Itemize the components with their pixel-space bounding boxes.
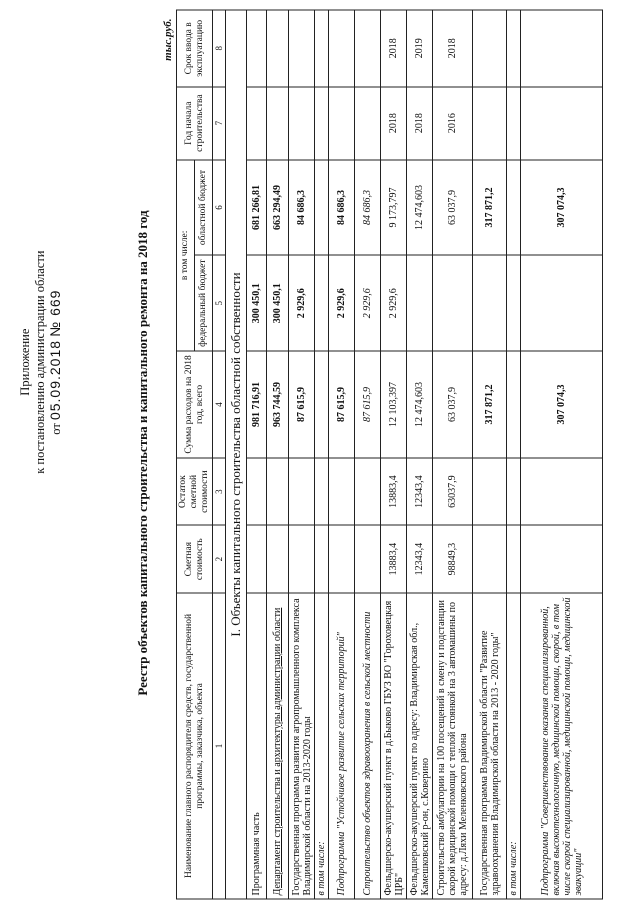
regional-cell: 84 686,3	[289, 159, 315, 255]
resolution-number: № 669	[47, 289, 63, 337]
header-total: Сумма расходов на 2018 год, всего	[177, 351, 213, 458]
regional-cell: 663 294,49	[267, 159, 289, 255]
start-year-cell	[521, 86, 603, 159]
total-cell: 87 615,9	[355, 351, 381, 458]
table-row	[247, 10, 267, 899]
regional-cell: 63 037,9	[433, 159, 473, 255]
regional-cell: 9 173,797	[381, 159, 407, 255]
federal-cell: 2 929,6	[355, 255, 381, 351]
regional-cell: 681 266,81	[247, 159, 267, 255]
table-row	[507, 10, 521, 899]
estimate-cell	[315, 525, 329, 593]
table-row	[267, 10, 289, 899]
start-year-cell: 2018	[381, 86, 407, 159]
date-prefix: от	[49, 422, 63, 435]
header-federal: федеральный бюджет	[195, 255, 213, 351]
section-row	[226, 10, 247, 899]
federal-cell	[407, 255, 433, 351]
total-cell: 317 871,2	[473, 351, 507, 458]
regional-cell	[507, 159, 521, 255]
units-label: тыс.руб.	[162, 18, 174, 61]
start-year-cell	[315, 86, 329, 159]
estimate-cell	[329, 525, 355, 593]
remainder-cell	[315, 457, 329, 525]
remainder-cell: 63037,9	[433, 457, 473, 525]
remainder-cell: 13883,4	[381, 457, 407, 525]
header-estimate: Сметная стоимость	[177, 525, 213, 593]
table-row	[355, 10, 381, 899]
object-name-cell: Фельдшерско-акушерский пункт в д.Быково ГБУЗ ВО "Гороховецкая ЦРБ"	[381, 592, 407, 898]
total-cell: 87 615,9	[289, 351, 315, 458]
commission-year-cell	[355, 10, 381, 87]
regional-cell: 12 474,603	[407, 159, 433, 255]
total-cell: 63 037,9	[433, 351, 473, 458]
column-index: 7	[213, 86, 226, 159]
commission-year-cell	[473, 10, 507, 87]
start-year-cell: 2018	[407, 86, 433, 159]
header-start-year: Год начала строительства	[177, 86, 213, 159]
total-cell: 963 744,59	[267, 351, 289, 458]
federal-cell	[473, 255, 507, 351]
federal-cell: 2 929,6	[381, 255, 407, 351]
remainder-cell: 12343,4	[407, 457, 433, 525]
object-name-cell: Государственная программа развития агропромышленного комплекса Владимирской области на 2013-2020 годы	[289, 592, 315, 898]
header-remainder: Остаток сметной стоимости	[177, 457, 213, 525]
regional-cell: 84 686,3	[355, 159, 381, 255]
estimate-cell	[521, 525, 603, 593]
start-year-cell	[473, 86, 507, 159]
start-year-cell	[355, 86, 381, 159]
object-name-cell: в том числе:	[507, 592, 521, 898]
start-year-cell	[329, 86, 355, 159]
start-year-cell	[267, 86, 289, 159]
table-row	[381, 10, 407, 899]
column-index: 1	[213, 592, 226, 898]
commission-year-cell	[315, 10, 329, 87]
resolution-date-line	[48, 250, 64, 473]
object-name-cell: Подпрограмма "Устойчивое развитие сельских территорий"	[329, 592, 355, 898]
object-name-cell: Подпрограмма "Совершенствование оказания специализированной, включая высокотехнологичную, медицинской помощи, скорой, в том числе скорой специализированной, медицинской помощи, медицинской эвакуации"	[521, 592, 603, 898]
object-name-cell: Программная часть	[247, 592, 267, 898]
column-index-row	[213, 10, 226, 899]
federal-cell	[521, 255, 603, 351]
remainder-cell	[507, 457, 521, 525]
section-title: I. Объекты капитального строительства областной собственности	[226, 10, 247, 899]
remainder-cell	[247, 457, 267, 525]
total-cell	[507, 351, 521, 458]
regional-cell: 84 686,3	[329, 159, 355, 255]
start-year-cell	[289, 86, 315, 159]
commission-year-cell	[521, 10, 603, 87]
table-row	[473, 10, 507, 899]
estimate-cell	[355, 525, 381, 593]
header-regional: областной бюджет	[195, 159, 213, 255]
estimate-cell: 12343,4	[407, 525, 433, 593]
total-cell: 87 615,9	[329, 351, 355, 458]
table-header-row	[177, 10, 195, 899]
resolution-date: 05.09.2018	[47, 339, 63, 420]
object-name-cell: Строительство объектов здравоохранения в сельской местности	[355, 592, 381, 898]
federal-cell	[507, 255, 521, 351]
document-title: Реестр объектов капитального строительства и капитального ремонта на 2018 год	[135, 209, 150, 696]
header-name: Наименование главного распорядителя средств, государственной программы, заказчика, объекта	[177, 592, 213, 898]
table-row	[433, 10, 473, 899]
table-row	[521, 10, 603, 899]
remainder-cell	[289, 457, 315, 525]
commission-year-cell: 2018	[381, 10, 407, 87]
regional-cell: 307 074,3	[521, 159, 603, 255]
total-cell: 981 716,91	[247, 351, 267, 458]
commission-year-cell	[507, 10, 521, 87]
column-index: 4	[213, 351, 226, 458]
table-row	[315, 10, 329, 899]
federal-cell	[315, 255, 329, 351]
column-index: 5	[213, 255, 226, 351]
table-row	[407, 10, 433, 899]
appendix-label: Приложение	[18, 328, 32, 396]
commission-year-cell	[247, 10, 267, 87]
remainder-cell	[267, 457, 289, 525]
total-cell: 12 474,603	[407, 351, 433, 458]
start-year-cell	[247, 86, 267, 159]
estimate-cell	[289, 525, 315, 593]
estimate-cell	[473, 525, 507, 593]
federal-cell: 300 450,1	[247, 255, 267, 351]
commission-year-cell	[267, 10, 289, 87]
federal-cell: 2 929,6	[289, 255, 315, 351]
estimate-cell	[247, 525, 267, 593]
commission-year-cell	[329, 10, 355, 87]
header-commission-year: Срок ввода в эксплуатацию	[177, 10, 213, 87]
total-cell: 307 074,3	[521, 351, 603, 458]
commission-year-cell	[289, 10, 315, 87]
column-index: 2	[213, 525, 226, 593]
federal-cell: 2 929,6	[329, 255, 355, 351]
header-including: в том числе:	[177, 159, 195, 350]
regional-cell: 317 871,2	[473, 159, 507, 255]
federal-cell: 300 450,1	[267, 255, 289, 351]
remainder-cell	[329, 457, 355, 525]
remainder-cell	[521, 457, 603, 525]
commission-year-cell: 2018	[433, 10, 473, 87]
estimate-cell	[507, 525, 521, 593]
table-row	[289, 10, 315, 899]
start-year-cell	[507, 86, 521, 159]
approval-header	[18, 250, 64, 473]
commission-year-cell: 2019	[407, 10, 433, 87]
object-name-cell: Фельдшерско-акушерский пункт по адресу: Владимирская обл., Камешковский р-он, с.Коверино	[407, 592, 433, 898]
total-cell	[315, 351, 329, 458]
table-row	[329, 10, 355, 899]
object-name-cell: Государственная программа Владимирской области "Развитие здравоохранения Владимирской области на 2013 - 2020 годы"	[473, 592, 507, 898]
regional-cell	[315, 159, 329, 255]
object-name-cell: в том числе:	[315, 592, 329, 898]
register-table	[176, 9, 603, 899]
object-name-cell: Строительство амбулатории на 100 посещений в смену и подстанции скорой медицинской помощи с теплой стоянкой на 3 автомашины по адресу: д.Ляхи Меленковского района	[433, 592, 473, 898]
total-cell: 12 103,397	[381, 351, 407, 458]
object-name-cell: Департамент строительства и архитектуры администрации области	[267, 592, 289, 898]
estimate-cell: 98849,3	[433, 525, 473, 593]
estimate-cell: 13883,4	[381, 525, 407, 593]
start-year-cell: 2016	[433, 86, 473, 159]
column-index: 6	[213, 159, 226, 255]
estimate-cell	[267, 525, 289, 593]
remainder-cell	[355, 457, 381, 525]
remainder-cell	[473, 457, 507, 525]
federal-cell	[433, 255, 473, 351]
column-index: 3	[213, 457, 226, 525]
column-index: 8	[213, 10, 226, 87]
resolution-reference: к постановлению администрации области	[33, 250, 47, 474]
